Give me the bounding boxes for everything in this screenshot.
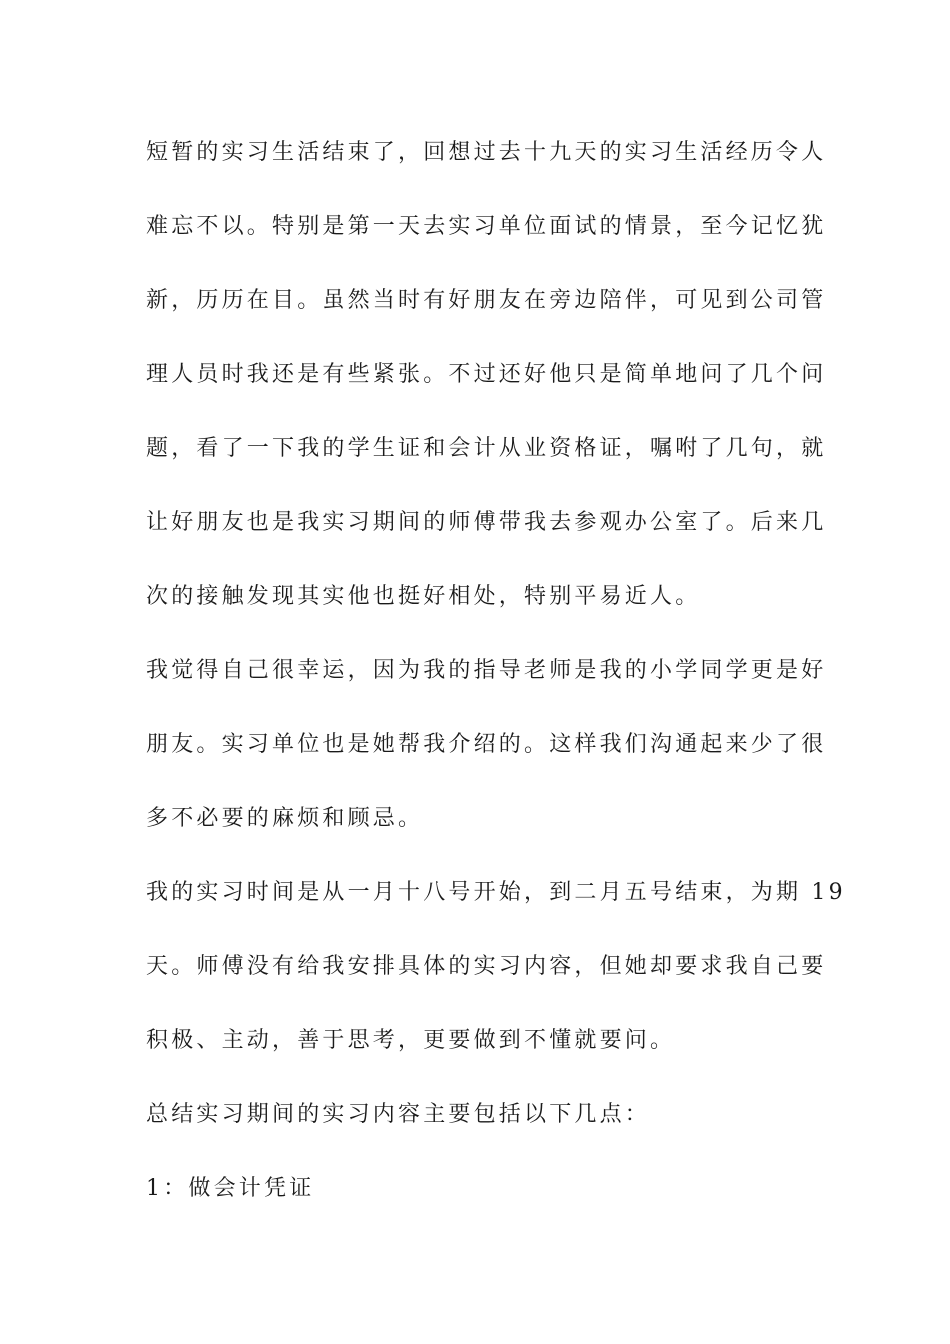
paragraph-1-line-6: 让好朋友也是我实习期间的师傅带我去参观办公室了。后来几	[146, 510, 827, 535]
paragraph-3-line-2: 天。师傅没有给我安排具体的实习内容，但她却要求我自己要	[146, 954, 827, 979]
paragraph-1-line-3: 新，历历在目。虽然当时有好朋友在旁边陪伴，可见到公司管	[146, 288, 827, 313]
paragraph-3-line-1: 我的实习时间是从一月十八号开始，到二月五号结束，为期 19	[146, 880, 846, 905]
paragraph-1-line-4: 理人员时我还是有些紧张。不过还好他只是简单地问了几个问	[146, 362, 827, 387]
paragraph-1-line-5: 题，看了一下我的学生证和会计从业资格证，嘱咐了几句，就	[146, 436, 827, 461]
paragraph-1-line-2: 难忘不以。特别是第一天去实习单位面试的情景，至今记忆犹	[146, 214, 827, 239]
paragraph-1-line-1: 短暂的实习生活结束了，回想过去十九天的实习生活经历令人	[146, 140, 827, 165]
paragraph-3-line-3: 积极、主动，善于思考，更要做到不懂就要问。	[146, 1028, 676, 1053]
paragraph-2-line-2: 朋友。实习单位也是她帮我介绍的。这样我们沟通起来少了很	[146, 732, 827, 757]
paragraph-1-line-7: 次的接触发现其实他也挺好相处，特别平易近人。	[146, 584, 701, 609]
body-text	[146, 116, 846, 1226]
paragraph-2-line-3: 多不必要的麻烦和顾忌。	[146, 806, 424, 831]
paragraph-2-line-1: 我觉得自己很幸运，因为我的指导老师是我的小学同学更是好	[146, 658, 827, 683]
paragraph-5-line-1: 1：做会计凭证	[146, 1176, 315, 1201]
paragraph-4-line-1: 总结实习期间的实习内容主要包括以下几点：	[146, 1102, 651, 1127]
